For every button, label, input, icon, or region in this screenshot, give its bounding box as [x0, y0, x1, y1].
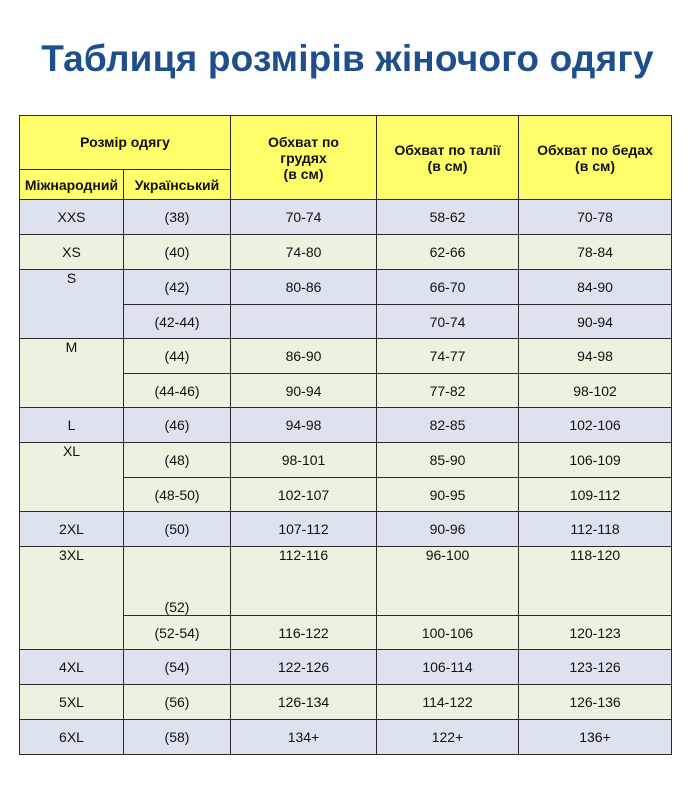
page-title: Таблиця розмірів жіночого одягу	[41, 38, 654, 79]
waist-cell: 74-77	[377, 339, 519, 374]
chest-cell: 70-74	[231, 200, 377, 235]
chest-cell: 122-126	[231, 650, 377, 685]
chest-cell: 74-80	[231, 235, 377, 270]
table-row	[20, 685, 672, 720]
waist-cell: 85-90	[377, 443, 519, 478]
chest-cell: 134+	[231, 720, 377, 755]
intl-size-cell: 2XL	[20, 512, 124, 547]
waist-cell: 58-62	[377, 200, 519, 235]
table-row	[20, 235, 672, 270]
waist-cell: 70-74	[377, 305, 519, 339]
ua-size-cell: (38)	[124, 200, 231, 235]
ua-size-cell: (48-50)	[124, 478, 231, 512]
hips-cell: 126-136	[519, 685, 672, 720]
hips-cell: 98-102	[519, 374, 672, 408]
ua-size-cell: (52)	[124, 547, 231, 616]
table-row	[20, 443, 672, 478]
intl-size-cell: 6XL	[20, 720, 124, 755]
hips-cell: 136+	[519, 720, 672, 755]
waist-cell: 100-106	[377, 616, 519, 650]
ua-size-cell: (52-54)	[124, 616, 231, 650]
chest-cell: 80-86	[231, 270, 377, 305]
header-hips: Обхват по бедах (в см)	[519, 116, 672, 200]
chest-cell: 107-112	[231, 512, 377, 547]
waist-cell: 114-122	[377, 685, 519, 720]
ua-size-cell: (56)	[124, 685, 231, 720]
chest-cell: 116-122	[231, 616, 377, 650]
chest-cell	[231, 305, 377, 339]
ua-size-cell: (50)	[124, 512, 231, 547]
intl-size-cell: XL	[20, 443, 124, 512]
ua-size-cell: (42-44)	[124, 305, 231, 339]
hips-cell: 123-126	[519, 650, 672, 685]
table-row	[20, 547, 672, 616]
chest-cell: 86-90	[231, 339, 377, 374]
waist-cell: 82-85	[377, 408, 519, 443]
header-chest: Обхват по грудях (в см)	[231, 116, 377, 200]
hips-cell: 70-78	[519, 200, 672, 235]
ua-size-cell: (46)	[124, 408, 231, 443]
table-row	[20, 270, 672, 305]
intl-size-cell: M	[20, 339, 124, 408]
hips-cell: 112-118	[519, 512, 672, 547]
header-size-group: Розмір одягу	[20, 116, 231, 170]
hips-cell: 84-90	[519, 270, 672, 305]
intl-size-cell: 5XL	[20, 685, 124, 720]
ua-size-cell: (40)	[124, 235, 231, 270]
waist-cell: 77-82	[377, 374, 519, 408]
hips-cell: 102-106	[519, 408, 672, 443]
table-row	[20, 512, 672, 547]
chest-cell: 126-134	[231, 685, 377, 720]
chest-cell: 102-107	[231, 478, 377, 512]
table-row	[20, 650, 672, 685]
header-ukrainian: Український	[124, 170, 231, 200]
chest-cell: 94-98	[231, 408, 377, 443]
hips-cell: 109-112	[519, 478, 672, 512]
table-row	[20, 200, 672, 235]
table-row	[20, 720, 672, 755]
chest-cell: 112-116	[231, 547, 377, 616]
waist-cell: 66-70	[377, 270, 519, 305]
waist-cell: 90-95	[377, 478, 519, 512]
chest-cell: 98-101	[231, 443, 377, 478]
size-table	[19, 115, 672, 755]
waist-cell: 62-66	[377, 235, 519, 270]
intl-size-cell: XS	[20, 235, 124, 270]
ua-size-cell: (48)	[124, 443, 231, 478]
chest-cell: 90-94	[231, 374, 377, 408]
header-row	[20, 116, 672, 170]
waist-cell: 90-96	[377, 512, 519, 547]
waist-cell: 106-114	[377, 650, 519, 685]
table-row	[20, 408, 672, 443]
header-international: Міжнародний	[20, 170, 124, 200]
ua-size-cell: (42)	[124, 270, 231, 305]
ua-size-cell: (44)	[124, 339, 231, 374]
ua-size-cell: (44-46)	[124, 374, 231, 408]
hips-cell: 90-94	[519, 305, 672, 339]
intl-size-cell: 4XL	[20, 650, 124, 685]
hips-cell: 78-84	[519, 235, 672, 270]
waist-cell: 96-100	[377, 547, 519, 616]
ua-size-cell: (58)	[124, 720, 231, 755]
header-waist: Обхват по талії (в см)	[377, 116, 519, 200]
intl-size-cell: XXS	[20, 200, 124, 235]
intl-size-cell: L	[20, 408, 124, 443]
table-row	[20, 339, 672, 374]
intl-size-cell: 3XL	[20, 547, 124, 650]
hips-cell: 120-123	[519, 616, 672, 650]
intl-size-cell: S	[20, 270, 124, 339]
waist-cell: 122+	[377, 720, 519, 755]
ua-size-cell: (54)	[124, 650, 231, 685]
hips-cell: 94-98	[519, 339, 672, 374]
hips-cell: 118-120	[519, 547, 672, 616]
hips-cell: 106-109	[519, 443, 672, 478]
